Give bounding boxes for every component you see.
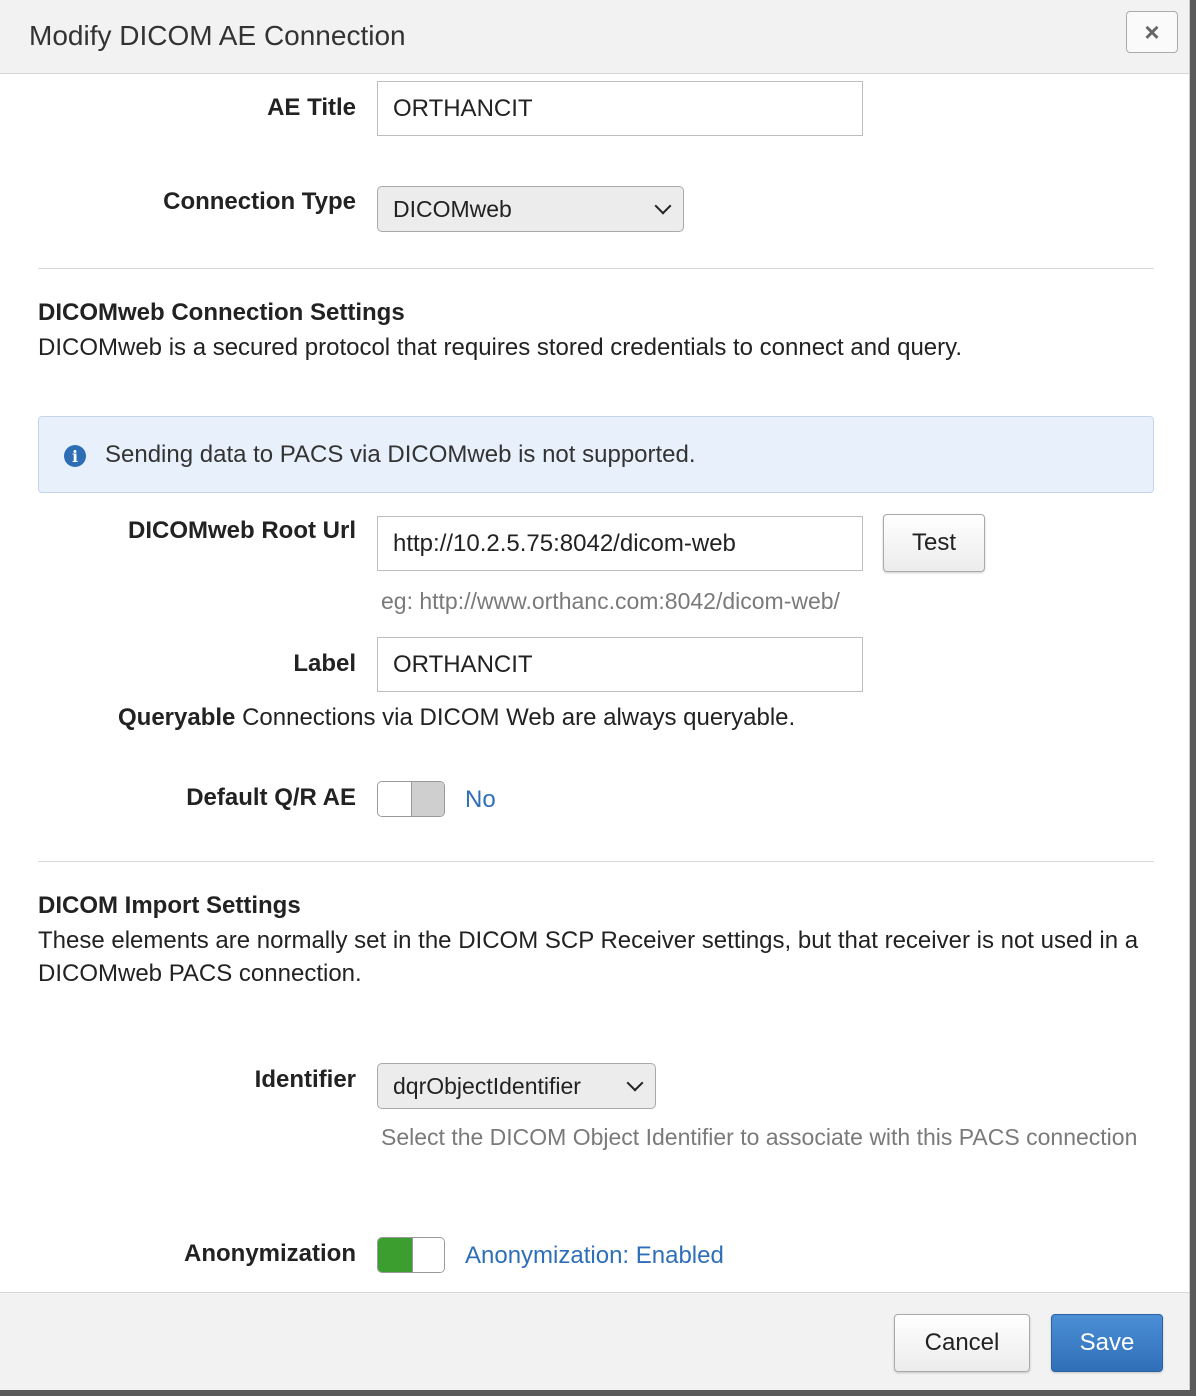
identifier-select[interactable]	[377, 1063, 656, 1109]
close-icon: ×	[1144, 16, 1160, 47]
root-url-input[interactable]: http://10.2.5.75:8042/dicom-web	[377, 516, 863, 571]
connection-type-label: Connection Type	[163, 188, 356, 215]
anonymization-label: Anonymization	[184, 1240, 356, 1267]
connection-type-select[interactable]	[377, 186, 684, 232]
default-qr-state: No	[465, 786, 496, 813]
identifier-hint: Select the DICOM Object Identifier to associate with this PACS connection	[381, 1124, 1138, 1150]
dialog-header	[0, 0, 1189, 74]
queryable-label: Queryable	[118, 704, 236, 731]
dialog-title: Modify DICOM AE Connection	[29, 20, 406, 51]
divider	[38, 268, 1154, 269]
ae-title-input[interactable]: ORTHANCIT	[377, 81, 863, 136]
chevron-down-icon	[655, 198, 672, 215]
divider	[38, 861, 1154, 862]
default-qr-toggle[interactable]	[377, 781, 445, 817]
anonymization-state: Anonymization: Enabled	[465, 1242, 724, 1269]
save-button[interactable]: Save	[1051, 1314, 1163, 1372]
dicomweb-section-description: DICOMweb is a secured protocol that requires stored credentials to connect and query.	[38, 334, 963, 361]
identifier-label: Identifier	[254, 1066, 356, 1093]
chevron-down-icon	[627, 1075, 644, 1092]
info-icon: i	[64, 445, 86, 467]
root-url-label: DICOMweb Root Url	[128, 517, 356, 544]
dialog-footer	[0, 1292, 1189, 1390]
import-section-title: DICOM Import Settings	[38, 892, 301, 919]
toggle-track-off	[412, 782, 445, 816]
toggle-knob	[412, 1238, 445, 1272]
label-input[interactable]: ORTHANCIT	[377, 637, 863, 692]
cancel-button[interactable]: Cancel	[894, 1314, 1030, 1372]
import-section-description: These elements are normally set in the DICOM SCP Receiver settings, but that receiver is not used in a DICOMweb PACS connection.	[38, 927, 1139, 987]
queryable-text: Connections via DICOM Web are always queryable.	[242, 704, 796, 731]
ae-title-label: AE Title	[267, 94, 356, 121]
info-alert-text: Sending data to PACS via DICOMweb is not supported.	[105, 441, 696, 468]
close-button[interactable]	[1126, 11, 1178, 53]
root-url-hint: eg: http://www.orthanc.com:8042/dicom-web/	[381, 588, 840, 614]
info-alert	[38, 416, 1154, 493]
connection-type-value: DICOMweb	[393, 196, 512, 222]
queryable-row	[118, 704, 795, 732]
dicomweb-section-title: DICOMweb Connection Settings	[38, 299, 405, 326]
test-button[interactable]: Test	[883, 514, 985, 572]
label-field-label: Label	[293, 650, 356, 677]
toggle-track-on	[378, 1238, 412, 1272]
anonymization-toggle[interactable]	[377, 1237, 445, 1273]
identifier-value: dqrObjectIdentifier	[393, 1073, 581, 1099]
default-qr-label: Default Q/R AE	[186, 784, 356, 811]
toggle-knob	[378, 782, 412, 816]
